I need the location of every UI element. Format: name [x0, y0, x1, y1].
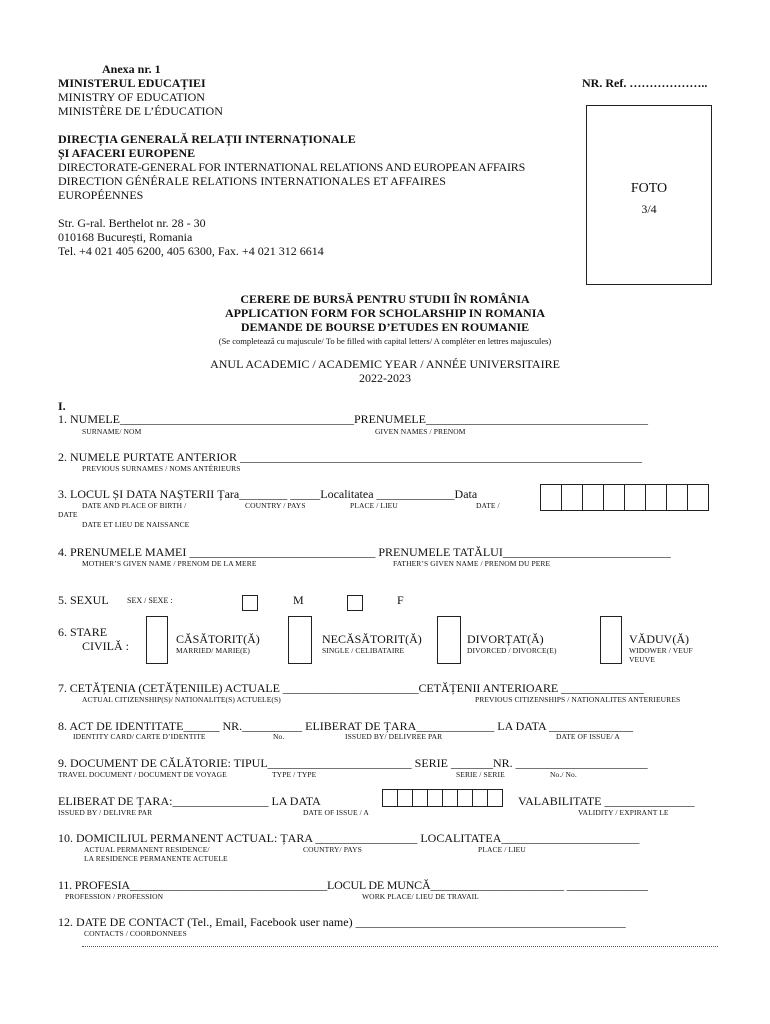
section-number: I. — [58, 399, 66, 413]
capital-letters-note: (Se completează cu majuscule/ To be filled with capital letters/ A compléter en lettres majuscules) — [218, 336, 552, 346]
document-validity-caption: VALIDITY / EXPIRANT LE — [578, 808, 669, 817]
field-contact-details[interactable]: 12. DATE DE CONTACT (Tel., Email, Facebook user name) _____________________________________________ — [58, 915, 626, 929]
widowed-caption-2: VEUVE — [629, 655, 655, 664]
profession-caption: PROFESSION / PROFESSION — [65, 892, 164, 901]
given-names-caption: GIVEN NAMES / PRENOM — [375, 427, 466, 436]
field-profession-workplace[interactable]: 11. PROFESIA__________________________________LOCUL DE MUNCĂ_______________________ ______________ — [58, 878, 648, 892]
photo-label: FOTO — [630, 181, 668, 196]
single-label: NECĂSĂTORIT(Ă) — [322, 632, 422, 646]
previous-surnames-caption: PREVIOUS SURNAMES / NOMS ANTÉRIEURS — [82, 464, 241, 473]
travel-document-caption: TRAVEL DOCUMENT / DOCUMENT DE VOYAGE — [58, 770, 227, 779]
sex-male-checkbox[interactable] — [242, 595, 258, 611]
widowed-checkbox[interactable] — [600, 616, 622, 664]
directorate-name-en: DIRECTORATE-GENERAL FOR INTERNATIONAL RELATIONS AND EUROPEAN AFFAIRS — [58, 160, 526, 174]
workplace-caption: WORK PLACE/ LIEU DE TRAVAIL — [362, 892, 479, 901]
directorate-name-ro-2: ȘI AFACERI EUROPENE — [58, 146, 196, 160]
form-title-fr: DEMANDE DE BOURSE D’ETUDES EN ROUMANIE — [240, 320, 530, 334]
address-city: 010168 București, Romania — [58, 230, 193, 244]
residence-caption: ACTUAL PERMANENT RESIDENCE/ — [84, 845, 210, 854]
birth-date-boxes[interactable] — [540, 484, 709, 511]
form-title-ro: CERERE DE BURSĂ PENTRU STUDII ÎN ROMÂNIA — [240, 292, 530, 306]
citizenship-caption: ACTUAL CITIZENSHIP(S)/ NATIONALITE(S) ACTUELE(S) — [82, 695, 281, 704]
residence-place-caption: PLACE / LIEU — [478, 845, 526, 854]
sex-male-label: M — [293, 593, 304, 607]
birth-caption-fr: DATE ET LIEU DE NAISSANCE — [82, 520, 190, 529]
document-issue-date-boxes[interactable] — [382, 789, 503, 807]
married-caption: MARRIED/ MARIE(E) — [176, 646, 250, 655]
ministry-name-fr: MINISTÈRE DE L’ÉDUCATION — [58, 104, 223, 118]
married-checkbox[interactable] — [146, 616, 168, 664]
divorced-checkbox[interactable] — [437, 616, 461, 664]
residence-country-caption: COUNTRY/ PAYS — [303, 845, 362, 854]
document-series-caption: SERIE / SERIE — [456, 770, 505, 779]
date-caption: DATE / — [476, 501, 500, 510]
field-travel-document[interactable]: 9. DOCUMENT DE CĂLĂTORIE: TIPUL________________________ SERIE _______NR. ______________________ — [58, 756, 648, 770]
birth-caption: DATE AND PLACE OF BIRTH / — [82, 501, 187, 510]
field-previous-surnames[interactable]: 2. NUMELE PURTATE ANTERIOR ___________________________________________________________________ — [58, 450, 642, 464]
date-caption-2: DATE — [58, 510, 78, 519]
contact-caption: CONTACTS / COORDONNEES — [84, 929, 187, 938]
document-number-caption: No./ No. — [550, 770, 577, 779]
civil-status-label-2: CIVILĂ : — [82, 639, 129, 653]
field-birth-place-date[interactable]: 3. LOCUL ȘI DATA NAȘTERII Țara________ _____Localitatea _____________Data — [58, 487, 478, 501]
directorate-name-fr-2: EUROPÉENNES — [58, 188, 144, 202]
father-caption: FATHER’S GIVEN NAME / PRENOM DU PERE — [393, 559, 551, 568]
widowed-label: VĂDUV(Ă) — [629, 632, 689, 646]
field-document-validity[interactable]: VALABILITATE _______________ — [518, 794, 695, 808]
photo-box[interactable] — [586, 105, 712, 285]
identity-card-caption: IDENTITY CARD/ CARTE D’IDENTITE — [73, 732, 206, 741]
country-caption: COUNTRY / PAYS — [245, 501, 306, 510]
academic-year-label: ANUL ACADEMIC / ACADEMIC YEAR / ANNÉE UNIVERSITAIRE — [210, 357, 560, 371]
residence-caption-fr: LA RESIDENCE PERMANENTE ACTUELE — [84, 854, 228, 863]
form-title-en: APPLICATION FORM FOR SCHOLARSHIP IN ROMANIA — [224, 306, 546, 320]
field-permanent-residence[interactable]: 10. DOMICILIUL PERMANENT ACTUAL: ȚARA _________________ LOCALITATEA_______________________ — [58, 831, 640, 845]
document-type-caption: TYPE / TYPE — [272, 770, 317, 779]
photo-size: 3/4 — [641, 202, 657, 216]
sex-female-checkbox[interactable] — [347, 595, 363, 611]
widowed-caption-1: WIDOWER / VEUF — [629, 646, 693, 655]
sex-label: 5. SEXUL — [58, 593, 109, 607]
contact-extra-line[interactable] — [82, 946, 718, 947]
previous-citizenship-caption: PREVIOUS CITIZENSHIPS / NATIONALITES ANTERIEURES — [475, 695, 681, 704]
annex-number: Anexa nr. 1 — [102, 62, 161, 76]
address-phone: Tel. +4 021 405 6200, 405 6300, Fax. +4 021 312 6614 — [58, 244, 324, 258]
document-issue-date-caption: DATE OF ISSUE / A — [303, 808, 369, 817]
single-checkbox[interactable] — [288, 616, 312, 664]
academic-year: 2022-2023 — [359, 371, 411, 385]
field-identity-card[interactable]: 8. ACT DE IDENTITATE______ NR.__________ ELIBERAT DE ȚARA_____________ LA DATA ______________ — [58, 719, 633, 733]
place-caption: PLACE / LIEU — [350, 501, 398, 510]
sex-female-label: F — [397, 593, 404, 607]
reference-number: NR. Ref. ……………….. — [582, 76, 708, 90]
field-parents-names[interactable]: 4. PRENUMELE MAMEI _______________________________ PRENUMELE TATĂLUI____________________________ — [58, 545, 671, 559]
surname-caption: SURNAME/ NOM — [82, 427, 142, 436]
address-street: Str. G-ral. Berthelot nr. 28 - 30 — [58, 216, 206, 230]
directorate-name-ro-1: DIRECȚIA GENERALĂ RELAȚII INTERNAȚIONALE — [58, 132, 356, 146]
single-caption: SINGLE / CELIBATAIRE — [322, 646, 405, 655]
ministry-name-ro: MINISTERUL EDUCAȚIEI — [58, 76, 206, 90]
id-issue-date-caption: DATE OF ISSUE/ A — [556, 732, 620, 741]
field-citizenship[interactable]: 7. CETĂȚENIA (CETĂȚENIILE) ACTUALE _______________________CETĂȚENII ANTERIOARE ______________ — [58, 681, 644, 695]
married-label: CĂSĂTORIT(Ă) — [176, 632, 260, 646]
divorced-label: DIVORȚAT(Ă) — [467, 632, 544, 646]
divorced-caption: DIVORCED / DIVORCE(E) — [467, 646, 557, 655]
field-document-issued-by[interactable]: ELIBERAT DE ȚARA:________________ LA DATA — [58, 794, 321, 808]
ministry-name-en: MINISTRY OF EDUCATION — [58, 90, 205, 104]
mother-caption: MOTHER’S GIVEN NAME / PRENOM DE LA MERE — [82, 559, 257, 568]
directorate-name-fr-1: DIRECTION GÉNÉRALE RELATIONS INTERNATIONALES ET AFFAIRES — [58, 174, 446, 188]
id-issued-by-caption: ISSUED BY/ DELIVREE PAR — [345, 732, 443, 741]
field-surname-given-names[interactable]: 1. NUMELE_______________________________________PRENUMELE_____________________________________ — [58, 412, 648, 426]
id-number-caption: No. — [273, 732, 285, 741]
sex-caption: SEX / SEXE : — [127, 596, 173, 605]
document-issued-by-caption: ISSUED BY / DELIVRE PAR — [58, 808, 153, 817]
civil-status-label-1: 6. STARE — [58, 625, 108, 639]
